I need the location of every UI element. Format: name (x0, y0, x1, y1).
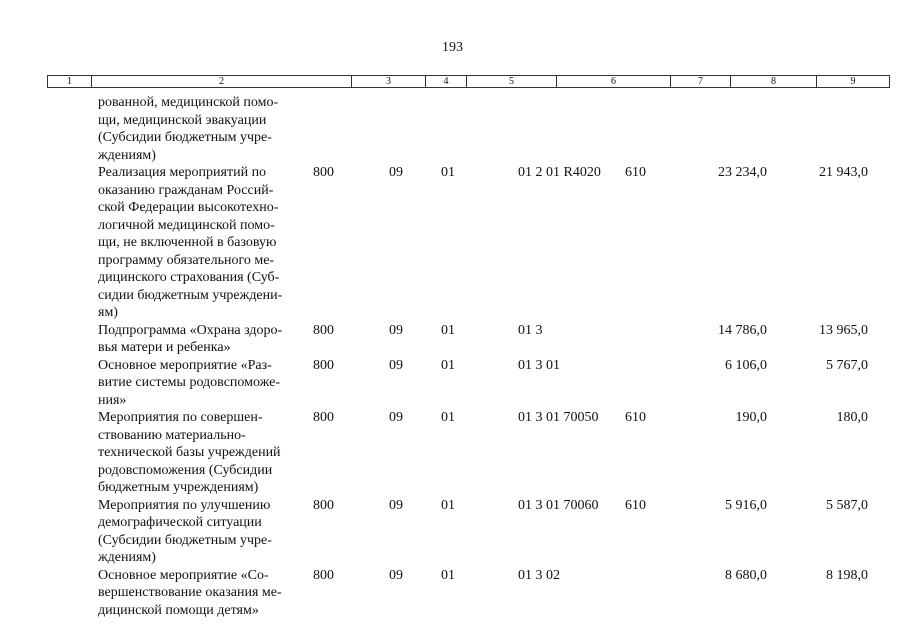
ministry-code: 800 (313, 165, 334, 180)
section-code: 09 (389, 410, 403, 425)
subsection-code: 01 (441, 357, 455, 373)
subsection-code: 01 (441, 497, 455, 513)
column-number-1: 1 (48, 76, 92, 87)
column-number-3: 3 (352, 76, 426, 87)
column-number-7: 7 (671, 76, 731, 87)
subsection-code: 01 (441, 322, 455, 338)
ministry-code: 800 (313, 322, 334, 338)
amount-column-8: 190,0 (735, 410, 767, 425)
amount-column-9: 5 767,0 (826, 357, 868, 373)
table-row (0, 409, 905, 497)
ministry-code: 800 (313, 357, 334, 373)
column-number-9: 9 (850, 76, 856, 87)
expense-type-code: 610 (625, 497, 646, 513)
subsection-code: 01 (441, 165, 455, 180)
table-row (0, 164, 905, 322)
page-number: 193 (442, 40, 463, 55)
amount-column-8: 8 680,0 (725, 567, 767, 583)
item-name: рованной, медицинской помо- щи, медицинской эвакуации (Субсидии бюджетным учре- ждениям) (98, 95, 279, 163)
column-number-5: 5 (467, 76, 557, 87)
item-name: Основное мероприятие «Со- вершенствование оказания ме- дицинской помощи детям» (98, 567, 282, 618)
amount-column-9: 13 965,0 (819, 322, 868, 338)
amount-column-8: 6 106,0 (725, 357, 767, 373)
section-code: 09 (389, 322, 403, 338)
column-number-8: 8 (731, 76, 817, 87)
subsection-code: 01 (441, 567, 455, 583)
ministry-code: 800 (313, 497, 334, 513)
table-row (0, 94, 905, 164)
column-number-2: 2 (92, 76, 352, 87)
item-name: Подпрограмма «Охрана здоро- вья матери и ребенка» (98, 322, 283, 355)
amount-column-8: 14 786,0 (718, 322, 767, 338)
item-name: Мероприятия по совершен- ствованию материально- технической базы учреждений родовспоможения (Субсидии бюджетным учреждениям) (98, 410, 281, 495)
table-row (0, 322, 905, 357)
target-article-code: 01 2 01 R4020 (518, 165, 601, 180)
table-row (0, 357, 905, 410)
ministry-code: 800 (313, 567, 334, 583)
target-article-code: 01 3 (518, 322, 543, 338)
column-number-4: 4 (426, 76, 467, 87)
table-row (0, 497, 905, 567)
item-name: Реализация мероприятий по оказанию гражданам Россий- ской Федерации высокотехно- логичной медицинской помо- щи, не включенной в базовую программу обязательного ме- дицинского страхования (Суб- сидии бюджетным учреждени- ям) (98, 165, 283, 320)
section-code: 09 (389, 165, 403, 180)
budget-table-body (0, 94, 905, 619)
section-code: 09 (389, 357, 403, 373)
target-article-code: 01 3 02 (518, 567, 560, 583)
target-article-code: 01 3 01 70050 (518, 410, 599, 425)
amount-column-9: 21 943,0 (819, 165, 868, 180)
amount-column-9: 180,0 (836, 410, 868, 425)
section-code: 09 (389, 567, 403, 583)
subsection-code: 01 (441, 410, 455, 425)
amount-column-8: 23 234,0 (718, 165, 767, 180)
expense-type-code: 610 (625, 165, 646, 180)
item-name: Основное мероприятие «Раз- витие системы родовспоможе- ния» (98, 357, 281, 408)
table-row (0, 567, 905, 620)
column-number-6: 6 (557, 76, 671, 87)
target-article-code: 01 3 01 (518, 357, 560, 373)
amount-column-8: 5 916,0 (725, 497, 767, 513)
section-code: 09 (389, 497, 403, 513)
expense-type-code: 610 (625, 410, 646, 425)
amount-column-9: 8 198,0 (826, 567, 868, 583)
ministry-code: 800 (313, 410, 334, 425)
amount-column-9: 5 587,0 (826, 497, 868, 513)
item-name: Мероприятия по улучшению демографической ситуации (Субсидии бюджетным учре- ждениям) (98, 497, 272, 565)
column-number-header (47, 75, 890, 88)
target-article-code: 01 3 01 70060 (518, 497, 599, 513)
